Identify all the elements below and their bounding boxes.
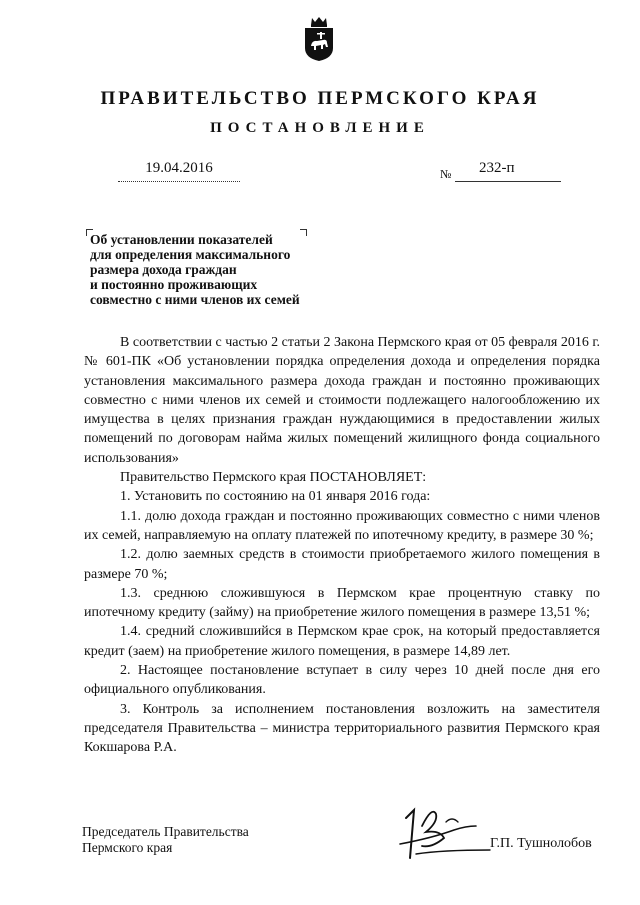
resolution-statement: Правительство Пермского края ПОСТАНОВЛЯЕТ: [120, 470, 427, 486]
clause-1-4: 1.4. средний сложившийся в Пермском крае срок, на который предоставляется кредит (заем) на приобретение жилого помещения, в размере 14,89 лет. [84, 624, 600, 659]
signatory-position-line: Пермского края [82, 840, 173, 855]
subject-line: совместно с ними членов их семей [90, 292, 300, 307]
clause-1-2: 1.2. долю заемных средств в стоимости приобретаемого жилого помещения в размере 70 %; [84, 547, 600, 582]
clause-1: 1. Установить по состоянию на 01 января 2016 года: [120, 489, 431, 505]
document-subject [90, 232, 330, 307]
signatory-name: Г.П. Тушнолобов [490, 836, 592, 851]
document-date: 19.04.2016 [118, 160, 240, 182]
preamble-paragraph: В соответствии с частью 2 статьи 2 Закона Пермского края от 05 февраля 2016 г. № 601-ПК «Об установлении порядка определения дохода и определения порядка установления максимального размера дохода граждан и постоянно проживающих совместно с ними членов их семей и стоимости подлежащего налогообложению их имущества в целях признания граждан нуждающимися в предоставлении жилых помещений по договорам найма жилых помещений жилищного фонда социального использования» [84, 335, 600, 466]
clause-1-1: 1.1. долю дохода граждан и постоянно проживающих совместно с ними членов их семей, направляемую на оплату платежей по ипотечному кредиту, в размере 30 %; [84, 508, 600, 543]
signatory-position [82, 824, 249, 856]
perm-krai-coat-of-arms-icon [302, 16, 336, 62]
subject-line: Об установлении показателей [90, 232, 273, 247]
clause-3: 3. Контроль за исполнением постановления возложить на заместителя председателя Правительства – министра территориального развития Пермского края Кокшарова Р.А. [84, 701, 600, 756]
clause-2: 2. Настоящее постановление вступает в силу через 10 дней после дня его официального опубликования. [84, 663, 600, 698]
handwritten-signature-icon [392, 796, 492, 866]
document-body [84, 333, 600, 758]
document-type: ПОСТАНОВЛЕНИЕ [210, 120, 430, 136]
document-number: 232-п [479, 160, 515, 176]
government-name: ПРАВИТЕЛЬСТВО ПЕРМСКОГО КРАЯ [100, 88, 540, 109]
number-sign: № [440, 167, 452, 181]
clause-1-3: 1.3. среднюю сложившуюся в Пермском крае процентную ставку по ипотечному кредиту (займу) на приобретение жилого помещения в размере 13,51 %; [84, 585, 600, 621]
document-number-field [455, 160, 561, 182]
subject-line: для определения максимального [90, 247, 291, 262]
subject-line: и постоянно проживающих [90, 277, 258, 292]
signatory-position-line: Председатель Правительства [82, 824, 249, 839]
subject-line: размера дохода граждан [90, 262, 237, 277]
